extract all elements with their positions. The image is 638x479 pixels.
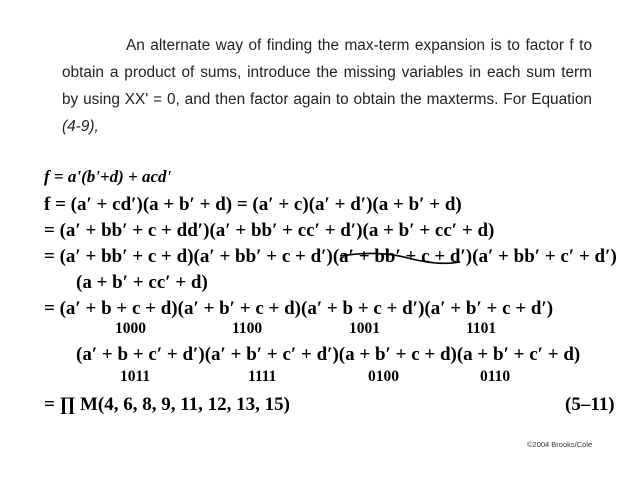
- binary-label: 1111: [248, 368, 277, 385]
- intro-paragraph: [62, 32, 592, 140]
- derivation-line-7: = ∏ M(4, 6, 8, 9, 11, 12, 13, 15): [44, 394, 291, 415]
- derivation-line-2: = (a′ + bb′ + c + dd′)(a′ + bb′ + cc′ + d′)(a + b′ + cc′ + d): [44, 220, 495, 241]
- derivation-line-5: = (a′ + b + c + d)(a′ + b′ + c + d)(a′ + b + c + d′)(a′ + b′ + c + d′): [44, 298, 554, 319]
- binary-label: 1001: [349, 320, 380, 337]
- binary-label: 0100: [368, 368, 399, 385]
- binary-label: 1101: [466, 320, 497, 337]
- derivation-line-6: (a′ + b + c′ + d′)(a′ + b′ + c′ + d′)(a + b′ + c + d)(a + b′ + c′ + d): [76, 344, 581, 365]
- copyright-text: ©2004 Brooks/Cole: [527, 440, 593, 449]
- binary-label: 1000: [115, 320, 146, 337]
- binary-label: 1100: [232, 320, 263, 337]
- binary-label: 1011: [120, 368, 151, 385]
- derivation-line-1: f = (a′ + cd′)(a + b′ + d) = (a′ + c)(a′ + d′)(a + b′ + d): [44, 194, 462, 215]
- equation-reference: (4-9),: [62, 118, 99, 135]
- intro-text: An alternate way of finding the max-term expansion is to factor f to obtain a product of sums, introduce the missing variables in each sum term by using XX' = 0, and then factor again to obtain the maxterms. For Equation: [62, 37, 592, 108]
- derivation-line-3: = (a′ + bb′ + c + d)(a′ + bb′ + c + d′)(a′ + bb′ + c + d′)(a′ + bb′ + c′ + d′): [44, 246, 617, 267]
- function-definition: f = a'(b'+d) + acd': [44, 167, 172, 186]
- strikethrough-mark: [338, 248, 463, 268]
- derivation-line-4: (a + b′ + cc′ + d): [76, 272, 208, 293]
- binary-label: 0110: [480, 368, 511, 385]
- equation-number: (5–11): [565, 394, 615, 415]
